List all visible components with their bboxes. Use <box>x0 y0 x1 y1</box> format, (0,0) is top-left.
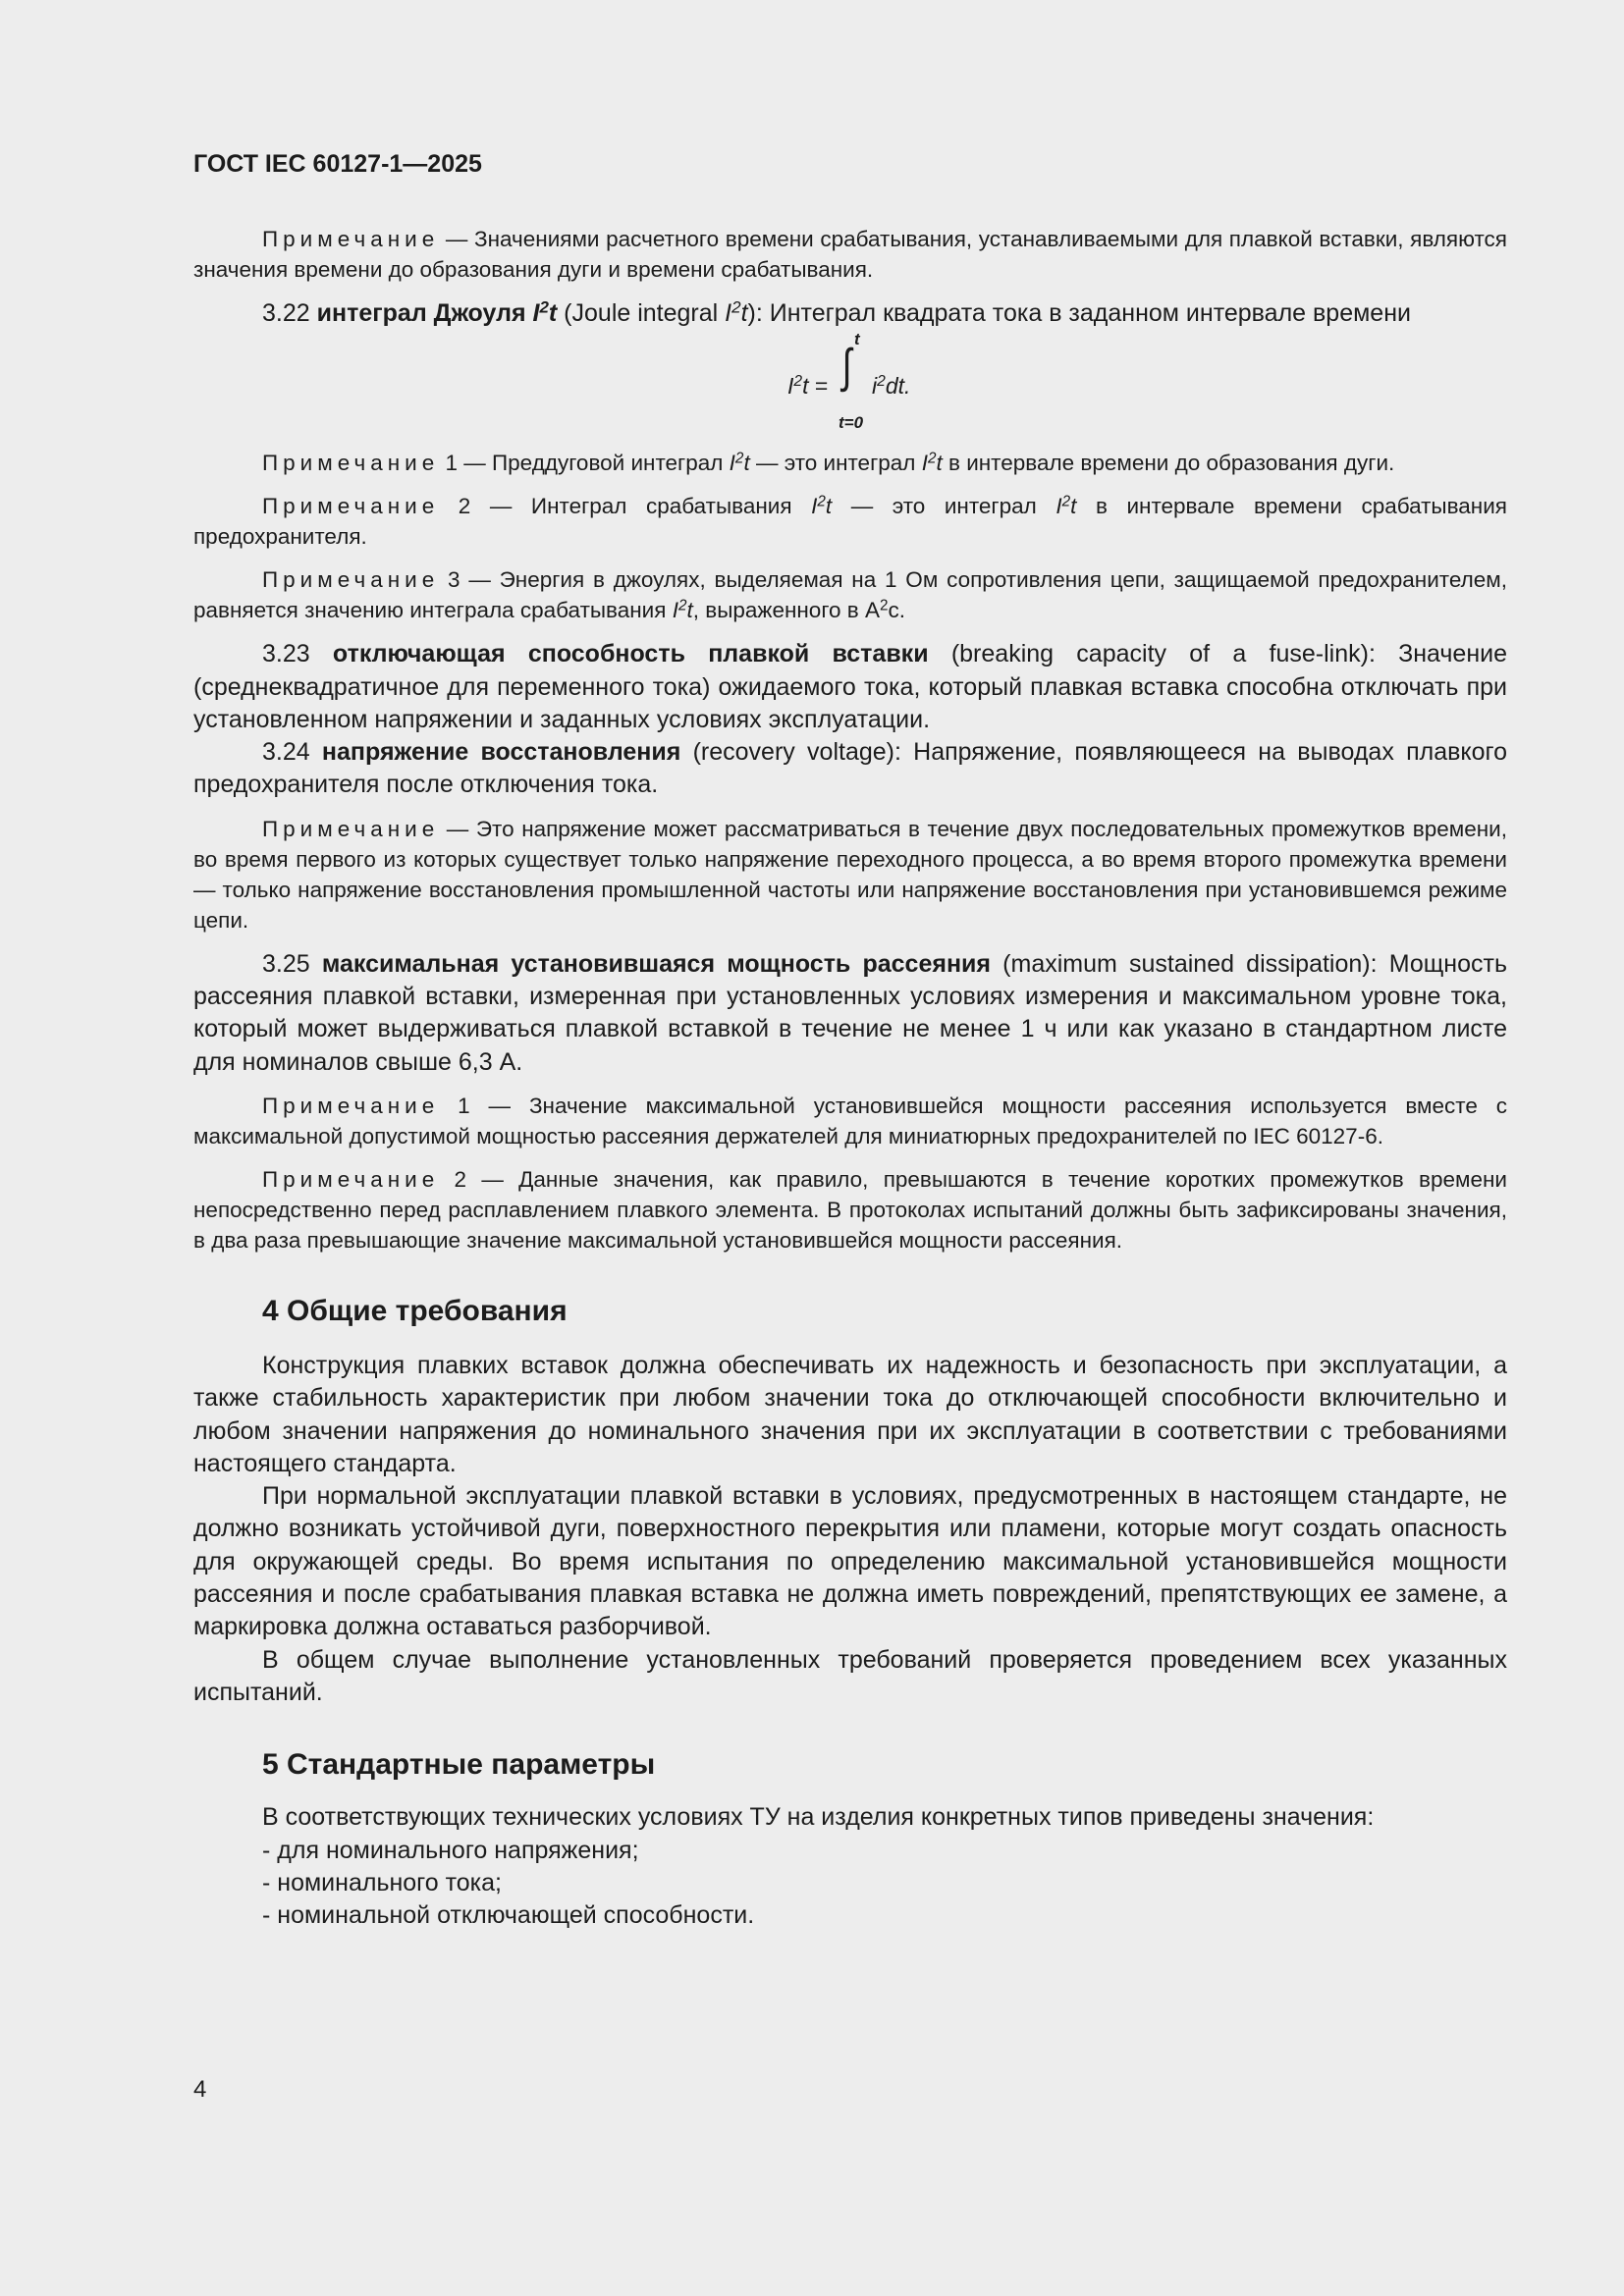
note-3-22-1: Примечание 1 — Преддуговой интеграл $I^2t$ — это интеграл $I^2t$ в интервале времени до образования дуги. <box>262 450 1395 476</box>
term-name: интеграл Джоуля $I^2t$ <box>316 297 558 327</box>
term-name: напряжение восстановления <box>321 738 681 767</box>
note-label: Примечание <box>262 227 440 251</box>
note-text: — Значениями расчетного времени срабатывания, устанавливаемыми для плавкой вставки, являются значения времени до образования дуги и времени срабатывания. <box>193 227 1507 282</box>
formula-lhs: $I^2t$ = <box>787 373 829 400</box>
parameter-list <box>193 1835 1507 1933</box>
note-label: Примечание <box>262 451 440 476</box>
integral-lower-limit: t=0 <box>839 413 864 433</box>
note-label: Примечание <box>262 567 440 593</box>
section-4-paragraph-1: Конструкция плавких вставок должна обеспечивать их надежность и безопасность при эксплуатации, а также стабильность характеристик при любом значении тока до отключающей способности включительно и любом значении напряжения до номинального значения при их эксплуатации в соответствии с требованиями настоящего стандарта. <box>193 1351 1507 1477</box>
term-3-24: 3.24 напряжение восстановления (recovery voltage): Напряжение, появляющееся на выводах плавкого предохранителя после отключения тока. <box>193 738 1507 799</box>
note-3-22-3: Примечание 3 — Энергия в джоулях, выделяемая на 1 Ом сопротивления цепи, защищаемой предохранителем, равняется значению интеграла срабатывания $I^2t$, выраженного в $А^2с$. <box>193 567 1507 623</box>
formula-block <box>193 330 1507 436</box>
note-label: Примечание <box>262 1093 440 1118</box>
note-3-25-1: Примечание 1 — Значение максимальной установившейся мощности рассеяния используется вместе с максимальной допустимой мощностью рассеяния держателей для миниатюрных предохранителей по IEC 60127-6. <box>193 1093 1507 1148</box>
term-3-22: 3.22 интеграл Джоуля $I^2t$ (Joule integral $I^2t$): Интеграл квадрата тока в заданном интервале времени <box>262 297 1411 327</box>
joule-integral-formula <box>787 330 945 436</box>
term-definition: ): Интеграл квадрата тока в заданном интервале времени <box>747 299 1411 327</box>
note-label: Примечание <box>262 1166 440 1192</box>
term-name: максимальная установившаяся мощность рассеяния <box>321 949 991 978</box>
list-item: - номинальной отключающей способности. <box>262 1899 1507 1932</box>
note-3-25-2: Примечание 2 — Данные значения, как правило, превышаются в течение коротких промежутков времени непосредственно перед расплавлением плавкого элемента. В протоколах испытаний должны быть зафиксированы значения, в два раза превышающие значение максимальной установившейся мощности рассеяния. <box>193 1166 1507 1253</box>
document-header: ГОСТ IEC 60127-1—2025 <box>193 150 482 178</box>
list-item: - для номинального напряжения; <box>262 1835 1507 1867</box>
formula-rhs: $i^2dt$. <box>872 373 911 400</box>
term-3-25: 3.25 максимальная установившаяся мощность рассеяния (maximum sustained dissipation): Мощность рассеяния плавкой вставки, измеренная при установленных условиях измерения и максимальном уровне тока, который может выдерживаться плавкой вставкой в течение не менее 1 ч или как указано в стандартном листе для номиналов свыше 6,3 А. <box>193 949 1507 1076</box>
term-open: (Joule integral <box>557 299 726 327</box>
note-3-24: Примечание — Это напряжение может рассматриваться в течение двух последовательных промежутков времени, во время первого из которых существует только напряжение переходного процесса, а во время второго промежутка времени — только напряжение восстановления промышленной частоты или напряжение восстановления при установившемся режиме цепи. <box>193 816 1507 933</box>
section-5-intro: В соответствующих технических условиях ТУ на изделия конкретных типов приведены значения: <box>262 1803 1375 1832</box>
integral-upper-limit: t <box>854 330 860 349</box>
page-number: 4 <box>193 2076 207 2103</box>
section-5-title: 5 Стандартные параметры <box>262 1748 656 1782</box>
note-3-21 <box>193 224 1507 285</box>
page-content <box>193 224 1507 1932</box>
term-number: 3.22 <box>262 299 317 327</box>
term-3-23: 3.23 отключающая способность плавкой вставки (breaking capacity of a fuse-link): Значение (среднеквадратичное для переменного тока) ожидаемого тока, который плавкая вставка способна отключать при установленном напряжении и заданных условиях эксплуатации. <box>193 640 1508 733</box>
section-4-title: 4 Общие требования <box>262 1294 568 1327</box>
note-3-22-2: Примечание 2 — Интеграл срабатывания $I^2t$ — это интеграл $I^2t$ в интервале времени срабатывания предохранителя. <box>193 493 1507 550</box>
integral-sign-icon: ∫ <box>841 341 852 394</box>
term-name: отключающая способность плавкой вставки <box>332 640 929 668</box>
list-item: - номинального тока; <box>262 1867 1507 1899</box>
section-4-paragraph-3: В общем случае выполнение установленных требований проверяется проведением всех указанных испытаний. <box>193 1645 1507 1706</box>
note-label: Примечание <box>262 816 440 841</box>
note-label: Примечание <box>262 494 440 519</box>
section-4-paragraph-2: При нормальной эксплуатации плавкой вставки в условиях, предусмотренных в настоящем стандарте, не должно возникать устойчивой дуги, поверхностного перекрытия или пламени, которые могут создать опасность для окружающей среды. Во время испытания по определению максимальной установившейся мощности рассеяния и после срабатывания плавкая вставка не должна иметь повреждений, препятствующих ее замене, а маркировка должна оставаться разборчивой. <box>193 1482 1507 1641</box>
